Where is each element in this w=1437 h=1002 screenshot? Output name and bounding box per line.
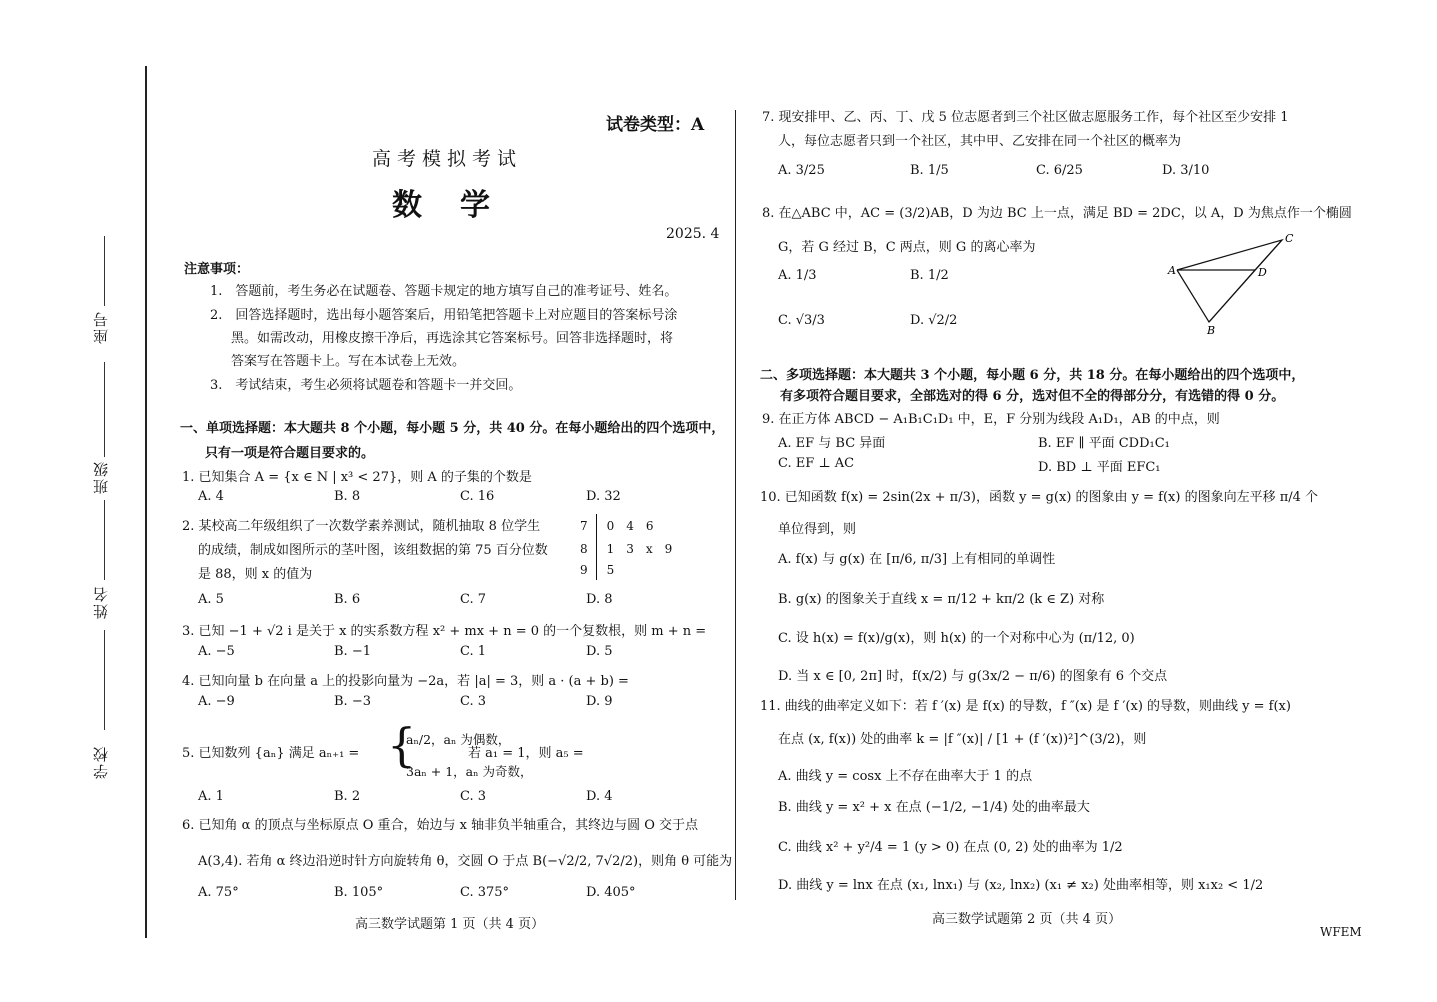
- q7-option-b: B. 1/5: [910, 163, 949, 178]
- q3-stem: 3. 已知 −1 + √2 i 是关于 x 的实系数方程 x² + mx + n = 0 的一个复数根，则 m + n =: [182, 624, 707, 639]
- school-blank-line: [104, 630, 105, 730]
- q1-option-b: B. 8: [334, 489, 361, 504]
- triangle-figure: [1160, 230, 1300, 340]
- name-blank-line: [104, 500, 105, 580]
- q3-option-d: D. 5: [586, 644, 613, 659]
- vertex-label-a: A: [1168, 264, 1176, 277]
- q2-stem-line: 是 88，则 x 的值为: [198, 567, 313, 582]
- vertex-label-c: C: [1285, 232, 1294, 245]
- q5-brace: {: [387, 718, 417, 772]
- q9-stem: 9. 在正方体 ABCD − A₁B₁C₁D₁ 中，E，F 分别为线段 A₁D₁，AB 的中点，则: [762, 412, 1220, 427]
- q5-stem-suffix: 若 a₁ = 1，则 a₅ =: [468, 746, 584, 761]
- q9-option-d: D. BD ⊥ 平面 EFC₁: [1038, 460, 1161, 475]
- q7-stem-line1: 7. 现安排甲、乙、丙、丁、戊 5 位志愿者到三个社区做志愿服务工作，每个社区至少安排 1: [762, 110, 1289, 125]
- q10-option-d: D. 当 x ∈ [0, 2π] 时，f(x/2) 与 g(3x/2 − π/6) 的图象有 6 个交点: [778, 669, 1168, 684]
- page2-footer: 高三数学试题第 2 页（共 4 页）: [932, 912, 1122, 927]
- q7-option-d: D. 3/10: [1162, 163, 1210, 178]
- q6-option-a: A. 75°: [198, 885, 239, 900]
- q10-option-b: B. g(x) 的图象关于直线 x = π/12 + kπ/2 (k ∈ Z) 对称: [778, 592, 1105, 607]
- section1-heading: 一、单项选择题：本大题共 8 个小题，每小题 5 分，共 40 分。在每小题给出的四个选项中，: [180, 421, 725, 436]
- seat-blank-line: [104, 236, 105, 306]
- q9-option-c: C. EF ⊥ AC: [778, 456, 855, 471]
- q8-stem-line2: G，若 G 经过 B，C 两点，则 G 的离心率为: [778, 240, 1036, 255]
- stem-value: 9: [570, 560, 596, 580]
- subject-title: 数 学: [392, 188, 494, 223]
- side-label-seat: 座号: [92, 310, 110, 344]
- q4-stem: 4. 已知向量 b 在向量 a 上的投影向量为 −2a，若 |a| = 3，则 a · (a + b) =: [182, 674, 629, 689]
- q11-option-c: C. 曲线 x² + y²/4 = 1 (y > 0) 在点 (0, 2) 处的曲率为 1/2: [778, 840, 1123, 855]
- stem-value: 7: [570, 514, 596, 537]
- section2-heading-cont: 有多项符合题目要求，全部选对的得 6 分，选对但不全的得部分分，有选错的得 0 分。: [780, 389, 1285, 404]
- q1-option-c: C. 16: [460, 489, 495, 504]
- segment-bc: [1209, 240, 1282, 322]
- q2-option-d: D. 8: [586, 592, 613, 607]
- q10-option-c: C. 设 h(x) = f(x)/g(x)，则 h(x) 的一个对称中心为 (π/12, 0): [778, 631, 1135, 646]
- q8-option-a: A. 1/3: [778, 268, 817, 283]
- leaf-values: 5: [606, 563, 615, 577]
- q5-option-c: C. 3: [460, 789, 487, 804]
- q5-case-even: aₙ/2，aₙ 为偶数，: [406, 732, 511, 747]
- column-divider: [735, 110, 736, 900]
- q1-stem: 1. 已知集合 A = {x ∈ N | x³ < 27}，则 A 的子集的个数是: [182, 470, 532, 485]
- section1-heading-cont: 只有一项是符合题目要求的。: [205, 446, 375, 461]
- q4-option-b: B. −3: [334, 694, 371, 709]
- q8-option-c: C. √3/3: [778, 313, 825, 328]
- q8-stem-line1: 8. 在△ABC 中，AC = (3/2)AB，D 为边 BC 上一点，满足 BD = 2DC，以 A，D 为焦点作一个椭圆: [762, 206, 1352, 221]
- q5-option-b: B. 2: [334, 789, 361, 804]
- leaf-values: 1 3 x 9: [606, 542, 673, 556]
- vertex-label-d: D: [1258, 266, 1267, 279]
- q3-option-c: C. 1: [460, 644, 487, 659]
- notice-item: 黑。如需改动，用橡皮擦干净后，再选涂其它答案标号。回答非选择题时，将: [231, 331, 674, 346]
- q11-stem-line2: 在点 (x, f(x)) 处的曲率 k = |f ″(x)| / [1 + (f ′(x))²]^(3/2)，则: [778, 732, 1147, 747]
- q2-option-a: A. 5: [198, 592, 224, 607]
- notice-heading: 注意事项：: [184, 262, 250, 277]
- q7-option-a: A. 3/25: [778, 163, 825, 178]
- q6-option-b: B. 105°: [334, 885, 384, 900]
- q4-option-d: D. 9: [586, 694, 613, 709]
- q2-option-c: C. 7: [460, 592, 487, 607]
- q8-option-b: B. 1/2: [910, 268, 949, 283]
- q3-option-a: A. −5: [198, 644, 235, 659]
- binding-margin-line: [145, 66, 147, 938]
- q6-option-d: D. 405°: [586, 885, 636, 900]
- q5-stem-prefix: 5. 已知数列 {aₙ} 满足 aₙ₊₁ =: [182, 746, 360, 761]
- side-label-class: 班级: [92, 460, 110, 494]
- notice-item: 答案写在答题卡上。写在本试卷上无效。: [231, 354, 466, 369]
- vertex-label-b: B: [1207, 324, 1216, 337]
- q1-option-d: D. 32: [586, 489, 621, 504]
- q5-option-a: A. 1: [198, 789, 224, 804]
- q4-option-c: C. 3: [460, 694, 487, 709]
- q11-option-b: B. 曲线 y = x² + x 在点 (−1/2, −1/4) 处的曲率最大: [778, 800, 1090, 815]
- q6-stem-line1: 6. 已知角 α 的顶点与坐标原点 O 重合，始边与 x 轴非负半轴重合，其终边与圆 O 交于点: [182, 818, 699, 833]
- q5-option-d: D. 4: [586, 789, 613, 804]
- notice-item: 3. 考试结束，考生必须将试题卷和答题卡一并交回。: [210, 378, 522, 393]
- paper-type: 试卷类型：A: [606, 115, 705, 135]
- q4-option-a: A. −9: [198, 694, 235, 709]
- page1-footer: 高三数学试题第 1 页（共 4 页）: [355, 917, 545, 932]
- q5-case-odd: 3aₙ + 1，aₙ 为奇数，: [406, 764, 533, 779]
- q11-option-d: D. 曲线 y = lnx 在点 (x₁, lnx₁) 与 (x₂, lnx₂) (x₁ ≠ x₂) 处曲率相等，则 x₁x₂ < 1/2: [778, 878, 1264, 893]
- q1-option-a: A. 4: [198, 489, 224, 504]
- side-label-name: 姓名: [92, 585, 110, 619]
- q8-option-d: D. √2/2: [910, 313, 958, 328]
- q7-option-c: C. 6/25: [1036, 163, 1083, 178]
- q11-option-a: A. 曲线 y = cosx 上不存在曲率大于 1 的点: [778, 769, 1033, 784]
- stem-leaf-plot: [570, 514, 682, 580]
- stem-value: 8: [570, 537, 596, 560]
- q11-stem-line1: 11. 曲线的曲率定义如下：若 f ′(x) 是 f(x) 的导数，f ″(x) 是 f ′(x) 的导数，则曲线 y = f(x): [760, 699, 1291, 714]
- triangle-outline: [1177, 240, 1282, 322]
- q2-option-b: B. 6: [334, 592, 361, 607]
- side-label-school: 学校: [92, 745, 110, 779]
- exam-title: 高考模拟考试: [372, 148, 523, 170]
- section2-heading: 二、多项选择题：本大题共 3 个小题，每小题 6 分，共 18 分。在每小题给出的四个选项中，: [760, 368, 1305, 383]
- q6-stem-line2: A(3,4). 若角 α 终边沿逆时针方向旋转角 θ，交圆 O 于点 B(−√2/2, 7√2/2)，则角 θ 可能为: [198, 854, 733, 869]
- corner-code: WFEM: [1320, 925, 1362, 939]
- q2-stem-line: 的成绩，制成如图所示的茎叶图，该组数据的第 75 百分位数: [198, 543, 548, 558]
- q9-option-b: B. EF ∥ 平面 CDD₁C₁: [1038, 436, 1170, 451]
- exam-date: 2025. 4: [666, 226, 720, 242]
- q10-stem-line2: 单位得到，则: [778, 522, 857, 537]
- notice-item: 2. 回答选择题时，选出每小题答案后，用铅笔把答题卡上对应题目的答案标号涂: [210, 308, 678, 323]
- class-blank-line: [104, 362, 105, 457]
- q9-option-a: A. EF 与 BC 异面: [778, 436, 886, 451]
- q10-option-a: A. f(x) 与 g(x) 在 [π/6, π/3] 上有相同的单调性: [778, 552, 1056, 567]
- q10-stem-line1: 10. 已知函数 f(x) = 2sin(2x + π/3)，函数 y = g(x) 的图象由 y = f(x) 的图象向左平移 π/4 个: [760, 490, 1319, 505]
- q6-option-c: C. 375°: [460, 885, 510, 900]
- notice-item: 1. 答题前，考生务必在试题卷、答题卡规定的地方填写自己的准考证号、姓名。: [210, 284, 678, 299]
- q3-option-b: B. −1: [334, 644, 371, 659]
- leaf-values: 0 4 6: [606, 519, 654, 533]
- q2-stem-line: 2. 某校高二年级组织了一次数学素养测试，随机抽取 8 位学生: [182, 519, 541, 534]
- q7-stem-line2: 人，每位志愿者只到一个社区，其中甲、乙安排在同一个社区的概率为: [778, 134, 1182, 149]
